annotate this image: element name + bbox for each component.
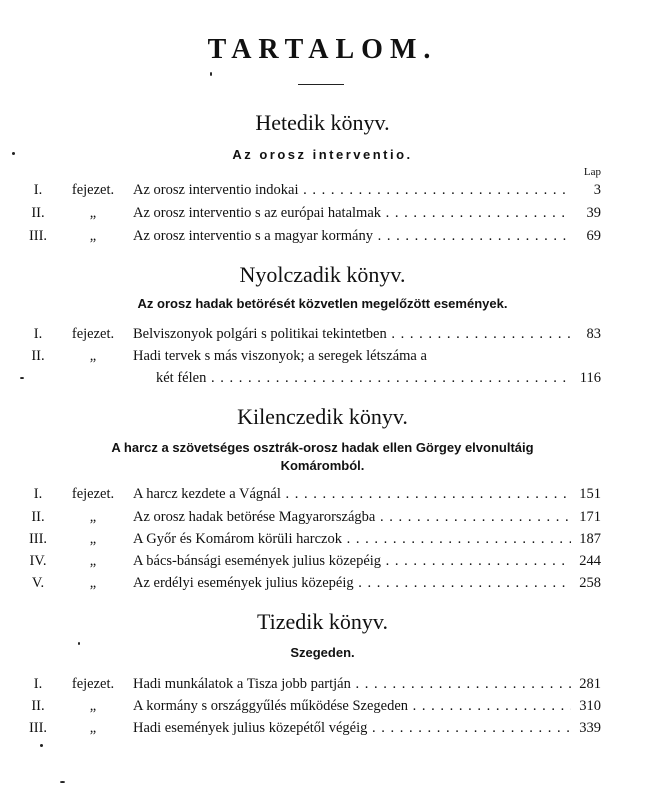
book-9-subtitle: A harcz a szövetséges osztrák-orosz hadak ellen Görgey elvonultáig [111, 440, 534, 455]
chapter-number: II. [31, 698, 45, 714]
scan-speck [12, 152, 15, 155]
chapter-title: A kormány s országgyűlés működése Szegeden . . [133, 696, 571, 716]
chapter-number: V. [31, 575, 45, 591]
chapter-number: I. [33, 676, 43, 692]
page-number: 244 [579, 553, 601, 569]
ditto-mark: „ [89, 720, 97, 736]
page-number: 339 [579, 720, 601, 736]
chapter-number: I. [33, 326, 43, 342]
scan-speck [60, 781, 65, 783]
toc-entry [0, 484, 645, 504]
chapter-title: Az orosz interventio indokai . . [133, 180, 571, 200]
chapter-word: fejezet. [71, 326, 115, 342]
chapter-title: Hadi események julius közepétől végéig . . [133, 718, 571, 738]
chapter-title: Hadi munkálatok a Tisza jobb partján . . [133, 674, 571, 694]
toc-entry [0, 180, 645, 200]
book-8-subtitle: Az orosz hadak betörését közvetlen megelőzött események. [137, 296, 508, 311]
ditto-mark: „ [89, 348, 97, 364]
chapter-number: III. [28, 720, 48, 736]
book-10-subtitle: Szegeden. [290, 645, 355, 660]
chapter-number: I. [33, 182, 43, 198]
book-7-title: Hetedik könyv. [255, 110, 390, 135]
chapter-title: Hadi tervek s más viszonyok; a seregek létszáma a [133, 348, 427, 364]
page-number: 69 [586, 228, 601, 244]
page-title: TARTALOM. [207, 34, 438, 65]
chapter-title: Az orosz hadak betörése Magyarországba . . [133, 507, 571, 527]
chapter-number: II. [31, 509, 45, 525]
ditto-mark: „ [89, 228, 97, 244]
chapter-title: A harcz kezdete a Vágnál . . [133, 484, 571, 504]
toc-entry [0, 718, 645, 738]
chapter-word: fejezet. [71, 486, 115, 502]
book-9-subtitle-line-2: Komáromból. [280, 458, 365, 473]
lap-label: Lap [583, 166, 601, 178]
chapter-word: fejezet. [71, 676, 115, 692]
ditto-mark: „ [89, 531, 97, 547]
toc-entry-continuation [0, 368, 645, 388]
toc-entry [0, 507, 645, 527]
toc-entry [0, 696, 645, 716]
scan-speck [40, 744, 43, 747]
chapter-title-continuation: két félen . . [156, 368, 570, 388]
book-8-title: Nyolczadik könyv. [239, 262, 406, 287]
toc-entry [0, 226, 645, 246]
page-number: 281 [579, 676, 601, 692]
toc-entry [0, 324, 645, 344]
page-number: 187 [579, 531, 601, 547]
chapter-title: Az orosz interventio s az európai hatalmak . . [133, 203, 571, 223]
chapter-title: A Győr és Komárom körüli harczok . . [133, 529, 571, 549]
chapter-title: A bács-bánsági események julius közepéig . . [133, 551, 571, 571]
page-number: 258 [579, 575, 601, 591]
book-9-title: Kilenczedik könyv. [237, 404, 408, 429]
scan-speck [210, 72, 212, 76]
toc-entry [0, 203, 645, 223]
scan-speck [78, 642, 80, 645]
title-rule [298, 84, 344, 85]
toc-entry [0, 529, 645, 549]
chapter-title: Belviszonyok polgári s politikai tekintetben . . [133, 324, 571, 344]
toc-entry [0, 551, 645, 571]
chapter-number: III. [28, 531, 48, 547]
scan-speck [20, 377, 24, 379]
chapter-number: II. [31, 348, 45, 364]
toc-entry [0, 674, 645, 694]
chapter-number: I. [33, 486, 43, 502]
ditto-mark: „ [89, 575, 97, 591]
chapter-number: II. [31, 205, 45, 221]
chapter-title: Az orosz interventio s a magyar kormány . . [133, 226, 571, 246]
chapter-word: fejezet. [71, 182, 115, 198]
chapter-title: Az erdélyi események julius közepéig . . [133, 573, 571, 593]
page-number: 39 [586, 205, 601, 221]
ditto-mark: „ [89, 509, 97, 525]
book-10-title: Tizedik könyv. [257, 609, 388, 634]
chapter-number: IV. [29, 553, 47, 569]
toc-entry [0, 573, 645, 593]
page-number: 151 [579, 486, 601, 502]
toc-entry [0, 346, 645, 366]
ditto-mark: „ [89, 205, 97, 221]
page-number: 171 [579, 509, 601, 525]
page-number: 116 [579, 370, 601, 386]
page-number: 83 [586, 326, 601, 342]
ditto-mark: „ [89, 553, 97, 569]
book-7-subtitle: Az orosz interventio. [232, 147, 413, 162]
chapter-number: III. [28, 228, 48, 244]
ditto-mark: „ [89, 698, 97, 714]
page-number: 3 [593, 182, 601, 198]
page-number: 310 [579, 698, 601, 714]
